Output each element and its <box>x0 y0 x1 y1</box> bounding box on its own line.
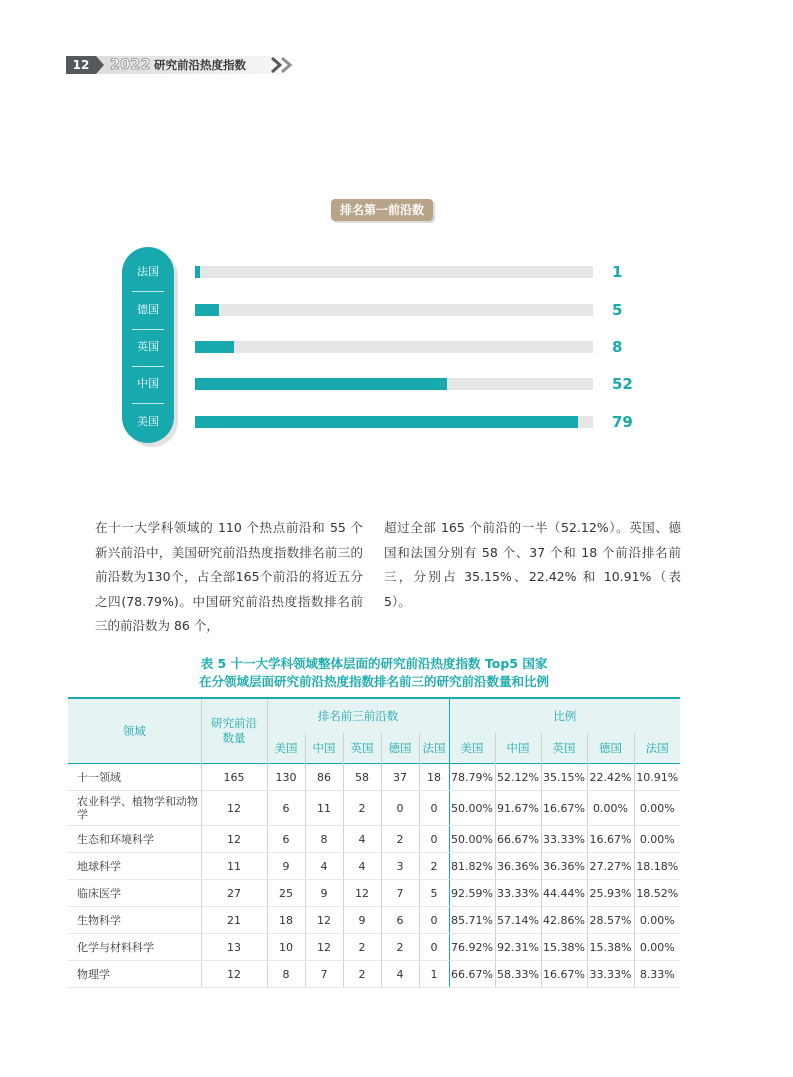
country-label: 法国 <box>137 265 159 278</box>
table-row <box>68 791 680 826</box>
table-cell: 27.27% <box>587 853 634 880</box>
table-row <box>68 961 680 988</box>
header-ratio-us: 美国 <box>449 733 495 764</box>
table-cell: 0.00% <box>587 791 634 826</box>
table-cell: 0.00% <box>634 791 680 826</box>
bar-track <box>195 341 593 353</box>
country-separator <box>132 329 164 330</box>
header-top3-us: 美国 <box>267 733 305 764</box>
table-cell: 0 <box>419 934 449 961</box>
table-cell: 11 <box>201 853 267 880</box>
table-cell: 12 <box>343 880 381 907</box>
table-cell: 18 <box>419 764 449 791</box>
table-cell: 2 <box>381 934 419 961</box>
country-separator <box>132 403 164 404</box>
table-cell: 78.79% <box>449 764 495 791</box>
header-count <box>201 698 267 764</box>
table-cell: 2 <box>381 826 419 853</box>
table-cell: 25 <box>267 880 305 907</box>
table-cell: 4 <box>305 853 343 880</box>
table-row <box>68 907 680 934</box>
table-cell: 4 <box>343 826 381 853</box>
paragraph-text-1: 在十一大学科领域的 110 个热点前沿和 55 个新兴前沿中，美国研究前沿热度指数排名前三的前沿数为130个，占全部165个前沿的将近五分之四(78.79%)。中国研究前沿热度指数排名前三的前沿数为 86 个， <box>95 520 363 633</box>
table-cell: 33.33% <box>541 826 587 853</box>
table-cell: 37 <box>381 764 419 791</box>
header-year: 2022 <box>110 57 151 73</box>
table-cell: 3 <box>381 853 419 880</box>
country-label: 中国 <box>137 377 159 390</box>
table-cell: 9 <box>343 907 381 934</box>
table-cell: 57.14% <box>495 907 541 934</box>
table-cell: 18 <box>267 907 305 934</box>
table-cell: 25.93% <box>587 880 634 907</box>
table-cell: 36.36% <box>495 853 541 880</box>
table-cell: 7 <box>381 880 419 907</box>
table-caption-line-1: 表 5 十一大学科领域整体层面的研究前沿热度指数 Top5 国家 <box>200 656 548 671</box>
country-separator <box>132 366 164 367</box>
table-cell: 58.33% <box>495 961 541 988</box>
header-top3-fr: 法国 <box>419 733 449 764</box>
table-cell: 2 <box>343 791 381 826</box>
table-cell: 10 <box>267 934 305 961</box>
table-cell: 130 <box>267 764 305 791</box>
table-cell: 8.33% <box>634 961 680 988</box>
bar-track <box>195 416 593 428</box>
table-cell: 6 <box>267 791 305 826</box>
table-cell: 化学与材料科学 <box>68 934 201 961</box>
header-top3: 排名前三前沿数 <box>267 698 449 733</box>
table-cell: 2 <box>343 934 381 961</box>
table-cell: 1 <box>419 961 449 988</box>
table-cell: 0 <box>381 791 419 826</box>
table-cell: 22.42% <box>587 764 634 791</box>
bar-track <box>195 378 593 390</box>
table-cell: 10.91% <box>634 764 680 791</box>
table-cell: 12 <box>201 826 267 853</box>
bar-value-label: 52 <box>612 375 633 393</box>
header-top3-uk: 英国 <box>343 733 381 764</box>
table-row <box>68 880 680 907</box>
table-cell: 52.12% <box>495 764 541 791</box>
table-cell: 92.59% <box>449 880 495 907</box>
header-title: 研究前沿热度指数 <box>154 58 246 72</box>
country-separator <box>132 291 164 292</box>
table-cell: 0.00% <box>634 907 680 934</box>
paragraph-column-2 <box>384 516 681 614</box>
table-cell: 8 <box>305 826 343 853</box>
table-cell: 0.00% <box>634 826 680 853</box>
header-ratio-cn: 中国 <box>495 733 541 764</box>
bar <box>195 416 578 428</box>
table-cell: 12 <box>305 907 343 934</box>
table-cell: 生物科学 <box>68 907 201 934</box>
bar-value-label: 8 <box>612 338 623 356</box>
bar-track <box>195 304 593 316</box>
table-cell: 0 <box>419 826 449 853</box>
table-cell: 11 <box>305 791 343 826</box>
table-cell: 12 <box>305 934 343 961</box>
table-cell: 27 <box>201 880 267 907</box>
table-body <box>68 764 680 988</box>
table-cell: 物理学 <box>68 961 201 988</box>
table-cell: 7 <box>305 961 343 988</box>
table-cell: 81.82% <box>449 853 495 880</box>
page-header <box>66 56 298 74</box>
table-cell: 50.00% <box>449 791 495 826</box>
table-cell: 12 <box>201 791 267 826</box>
table-cell: 6 <box>267 826 305 853</box>
table-cell: 临床医学 <box>68 880 201 907</box>
table-cell: 12 <box>201 961 267 988</box>
table-cell: 66.67% <box>495 826 541 853</box>
bar-value-label: 1 <box>612 263 623 281</box>
table-cell: 16.67% <box>541 961 587 988</box>
table-cell: 44.44% <box>541 880 587 907</box>
country-label: 英国 <box>137 340 159 353</box>
table-cell: 35.15% <box>541 764 587 791</box>
table-cell: 0 <box>419 791 449 826</box>
bar-value-label: 5 <box>612 301 623 319</box>
table-cell: 地球科学 <box>68 853 201 880</box>
chart-title-badge: 排名第一前沿数 <box>331 199 433 221</box>
country-label-column <box>122 247 174 443</box>
header-top3-cn: 中国 <box>305 733 343 764</box>
table-cell: 33.33% <box>587 961 634 988</box>
table-cell: 5 <box>419 880 449 907</box>
table-cell: 16.67% <box>587 826 634 853</box>
table-cell: 28.57% <box>587 907 634 934</box>
table-cell: 15.38% <box>541 934 587 961</box>
chevron-right-icon <box>270 57 300 73</box>
table-cell: 2 <box>419 853 449 880</box>
table-cell: 十一领域 <box>68 764 201 791</box>
header-ratio: 比例 <box>449 698 680 733</box>
table-cell: 9 <box>267 853 305 880</box>
table-cell: 8 <box>267 961 305 988</box>
paragraph-column-1 <box>95 516 363 639</box>
header-ratio-de: 德国 <box>587 733 634 764</box>
table-cell: 9 <box>305 880 343 907</box>
table-cell: 58 <box>343 764 381 791</box>
table-cell: 91.67% <box>495 791 541 826</box>
table-cell: 0.00% <box>634 934 680 961</box>
table-row <box>68 934 680 961</box>
bar <box>195 266 200 278</box>
table-cell: 15.38% <box>587 934 634 961</box>
bar <box>195 378 447 390</box>
paragraph-text-2: 超过全部 165 个前沿的一半（52.12%）。英国、德国和法国分别有 58 个、37 个和 18 个前沿排名前三，分别占 35.15%、22.42% 和 10.91%（表 5）。 <box>384 520 681 609</box>
table-cell: 4 <box>381 961 419 988</box>
table-cell: 86 <box>305 764 343 791</box>
bar <box>195 341 234 353</box>
table-caption-line-2: 在分领域层面研究前沿热度指数排名前三的研究前沿数量和比例 <box>198 674 549 689</box>
table-cell: 18.18% <box>634 853 680 880</box>
table-cell: 165 <box>201 764 267 791</box>
table-cell: 6 <box>381 907 419 934</box>
table-cell: 16.67% <box>541 791 587 826</box>
data-table <box>68 697 680 988</box>
table-cell: 18.52% <box>634 880 680 907</box>
header-ratio-uk: 英国 <box>541 733 587 764</box>
table-cell: 76.92% <box>449 934 495 961</box>
table-cell: 21 <box>201 907 267 934</box>
table-cell: 农业科学、植物学和动物学 <box>68 791 201 826</box>
table-cell: 85.71% <box>449 907 495 934</box>
table-row <box>68 853 680 880</box>
table-cell: 36.36% <box>541 853 587 880</box>
table-cell: 2 <box>343 961 381 988</box>
table-cell: 92.31% <box>495 934 541 961</box>
header-ratio-fr: 法国 <box>634 733 680 764</box>
table-cell: 13 <box>201 934 267 961</box>
table-cell: 42.86% <box>541 907 587 934</box>
bar-value-label: 79 <box>612 413 633 431</box>
country-label: 美国 <box>137 415 159 428</box>
bar <box>195 304 219 316</box>
table-cell: 66.67% <box>449 961 495 988</box>
table-row <box>68 826 680 853</box>
bar-track <box>195 266 593 278</box>
country-label: 德国 <box>137 303 159 316</box>
table-cell: 50.00% <box>449 826 495 853</box>
table-cell: 33.33% <box>495 880 541 907</box>
header-count-text: 研究前沿数量 <box>211 716 257 745</box>
page-number: 12 <box>66 56 96 74</box>
table-cell: 4 <box>343 853 381 880</box>
table-cell: 0 <box>419 907 449 934</box>
table-row <box>68 764 680 791</box>
header-field: 领域 <box>122 724 146 738</box>
header-top3-de: 德国 <box>381 733 419 764</box>
table-cell: 生态和环境科学 <box>68 826 201 853</box>
